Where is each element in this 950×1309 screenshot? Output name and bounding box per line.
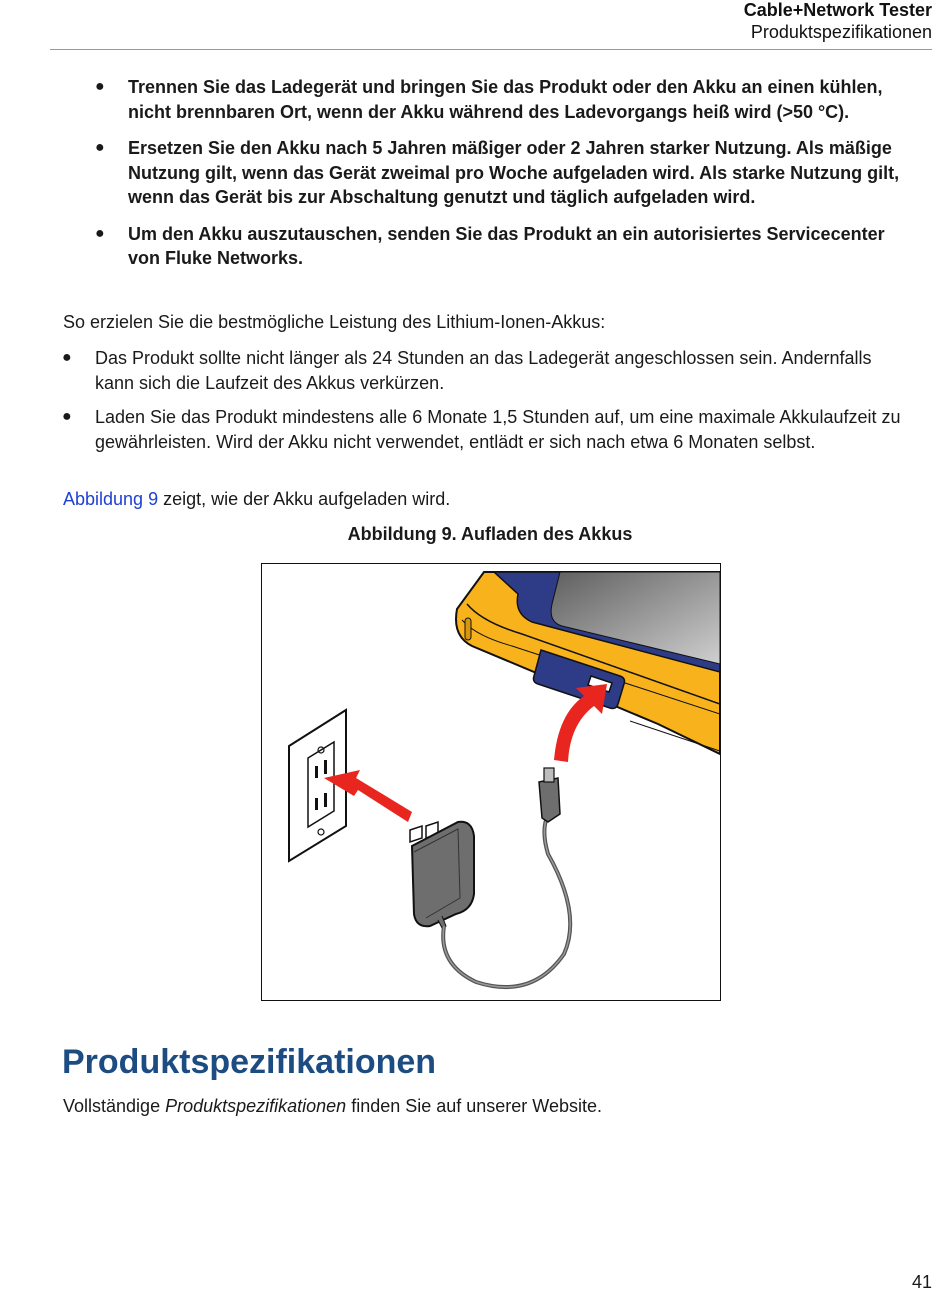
header-divider (50, 49, 932, 50)
figure-link[interactable]: Abbildung 9 (63, 489, 159, 509)
charger-adapter (410, 822, 474, 928)
bullet-icon: ● (95, 139, 105, 156)
bullet-icon: ● (62, 349, 72, 366)
bullet-icon: ● (62, 408, 72, 425)
warning-text: Um den Akku auszutauschen, senden Sie das Produkt an ein autorisiertes Servicecenter von Fluke Networks. (128, 223, 885, 268)
running-header-subtitle: Produktspezifikationen (750, 22, 932, 42)
section-text (63, 1094, 923, 1119)
tips-list (62, 346, 915, 454)
warning-item (95, 75, 918, 124)
charging-illustration-svg (262, 564, 720, 1000)
figure-reference-text: zeigt, wie der Akku aufgeladen wird. (158, 489, 451, 509)
usb-plug (539, 768, 560, 822)
bullet-icon: ● (95, 78, 105, 95)
charging-illustration (261, 563, 721, 1001)
tip-item (62, 346, 915, 395)
warning-item (95, 222, 918, 271)
figure-caption: Abbildung 9. Aufladen des Akkus (347, 524, 633, 544)
warning-list (95, 75, 918, 271)
section-heading: Produktspezifikationen (62, 1043, 437, 1081)
performance-intro: So erzielen Sie die bestmögliche Leistung des Lithium-Ionen-Akkus: (63, 312, 606, 332)
section-text-emphasis: Produktspezifikationen (165, 1096, 347, 1116)
tip-text: Das Produkt sollte nicht länger als 24 Stunden an das Ladegerät angeschlossen sein. Andernfalls kann sich die Laufzeit des Akkus verkürzen. (95, 348, 872, 393)
tester-device (456, 572, 720, 754)
tip-item (62, 405, 915, 454)
tip-text: Laden Sie das Produkt mindestens alle 6 Monate 1,5 Stunden auf, um eine maximale Akkulaufzeit zu gewährleisten. Wird der Akku nicht verwendet, entlädt er sich nach etwa 6 Monaten selbst. (95, 407, 901, 452)
figure-reference (63, 487, 923, 512)
bullet-icon: ● (95, 224, 105, 242)
page-number: 41 (911, 1272, 932, 1292)
section-text-end: finden Sie auf unserer Website. (346, 1096, 603, 1116)
running-header-title: Cable+Network Tester (743, 0, 932, 20)
warning-text: Ersetzen Sie den Akku nach 5 Jahren mäßiger oder 2 Jahren starker Nutzung. Als mäßige Nutzung gilt, wenn das Gerät zweimal pro Woche aufgeladen wird. Als starke Nutzung gilt, wenn das Gerät bis zur Abschaltung genutzt und täglich aufgeladen wird. (128, 138, 900, 207)
warning-text: Trennen Sie das Ladegerät und bringen Sie das Produkt oder den Akku an einen kühlen, nicht brennbaren Ort, wenn der Akku während des Ladevorgangs heiß wird (>50 °C). (128, 77, 883, 122)
section-text-start: Vollständige (63, 1096, 166, 1116)
warning-item (95, 136, 918, 210)
